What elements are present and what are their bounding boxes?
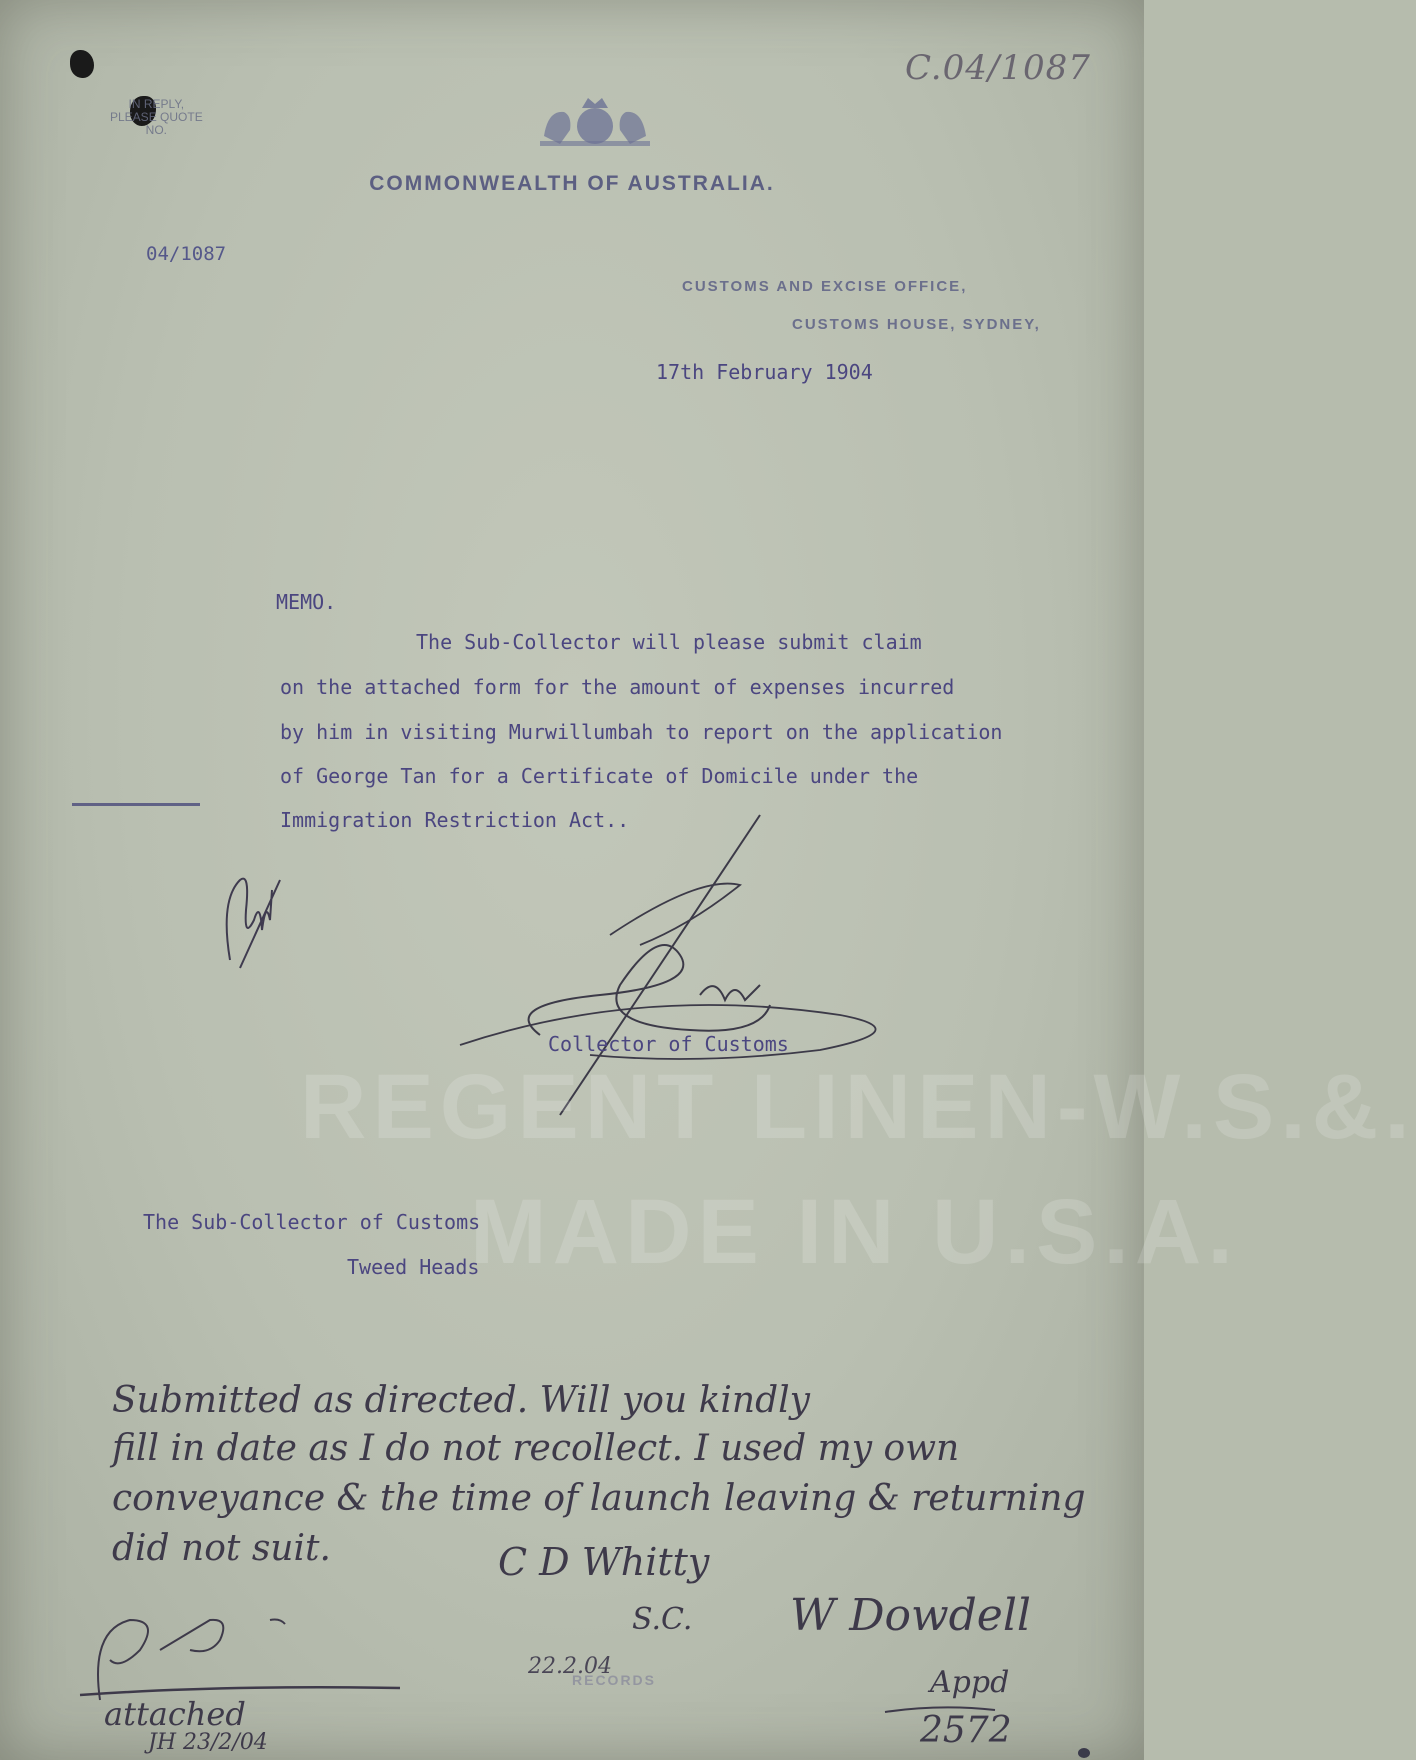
- ink-dot: [1078, 1748, 1090, 1758]
- office-address-line: CUSTOMS AND EXCISE OFFICE,: [682, 278, 968, 295]
- reply-stamp-line: IN REPLY,: [128, 97, 185, 111]
- page-title: COMMONWEALTH OF AUSTRALIA.: [369, 172, 775, 195]
- handwritten-number: 2572: [920, 1710, 1012, 1751]
- body-text-line: on the attached form for the amount of expenses incurred: [280, 675, 955, 699]
- pp-scribble-mark: [70, 1590, 410, 1710]
- signature-title: S.C.: [632, 1602, 693, 1637]
- body-text-line: The Sub-Collector will please submit claim: [416, 630, 922, 654]
- body-text-line: of George Tan for a Certificate of Domicile under the: [280, 764, 919, 788]
- sub-collector-signature: C D Whitty: [498, 1540, 710, 1584]
- handwritten-file-reference: C.04/1087: [905, 48, 1091, 88]
- body-text-line: by him in visiting Murwillumbah to report on the application: [280, 720, 1003, 744]
- punch-hole: [70, 50, 94, 78]
- margin-rule: [72, 803, 200, 806]
- paper-watermark: REGENT LINEN-W.S.&.: [300, 1056, 1416, 1158]
- handwritten-note-line: Submitted as directed. Will you kindly: [112, 1380, 810, 1421]
- reply-stamp-line: PLEASE QUOTE: [110, 110, 203, 124]
- memo-title: MEMO.: [276, 590, 337, 614]
- handwritten-date: 22.2.04: [528, 1654, 612, 1679]
- signer-title: Collector of Customs: [548, 1032, 789, 1056]
- approved-mark: Appd: [930, 1665, 1010, 1700]
- paper-watermark: MADE IN U.S.A.: [470, 1181, 1239, 1283]
- initials-mark: [210, 860, 320, 970]
- handwritten-note-line: conveyance & the time of launch leaving & returning: [112, 1478, 1086, 1519]
- body-text-line: Immigration Restriction Act..: [280, 808, 630, 832]
- records-stamp: RECORDS: [572, 1672, 657, 1688]
- second-signature: W Dowdell: [790, 1590, 1031, 1641]
- coat-of-arms-icon: [530, 86, 660, 148]
- office-address-line: CUSTOMS HOUSE, SYDNEY,: [792, 316, 1041, 333]
- handwritten-note-line: fill in date as I do not recollect. I used my own: [112, 1428, 960, 1469]
- attached-note: attached: [104, 1695, 246, 1733]
- addressee-line: Tweed Heads: [347, 1255, 480, 1279]
- file-number: 04/1087: [146, 243, 227, 265]
- reply-stamp-line: NO.: [145, 123, 168, 137]
- memo-date: 17th February 1904: [656, 360, 873, 384]
- reply-quote-stamp: [110, 98, 203, 137]
- addressee-line: The Sub-Collector of Customs: [143, 1210, 481, 1234]
- handwritten-note-line: did not suit.: [112, 1528, 331, 1569]
- attached-initials: JH 23/2/04: [148, 1730, 268, 1755]
